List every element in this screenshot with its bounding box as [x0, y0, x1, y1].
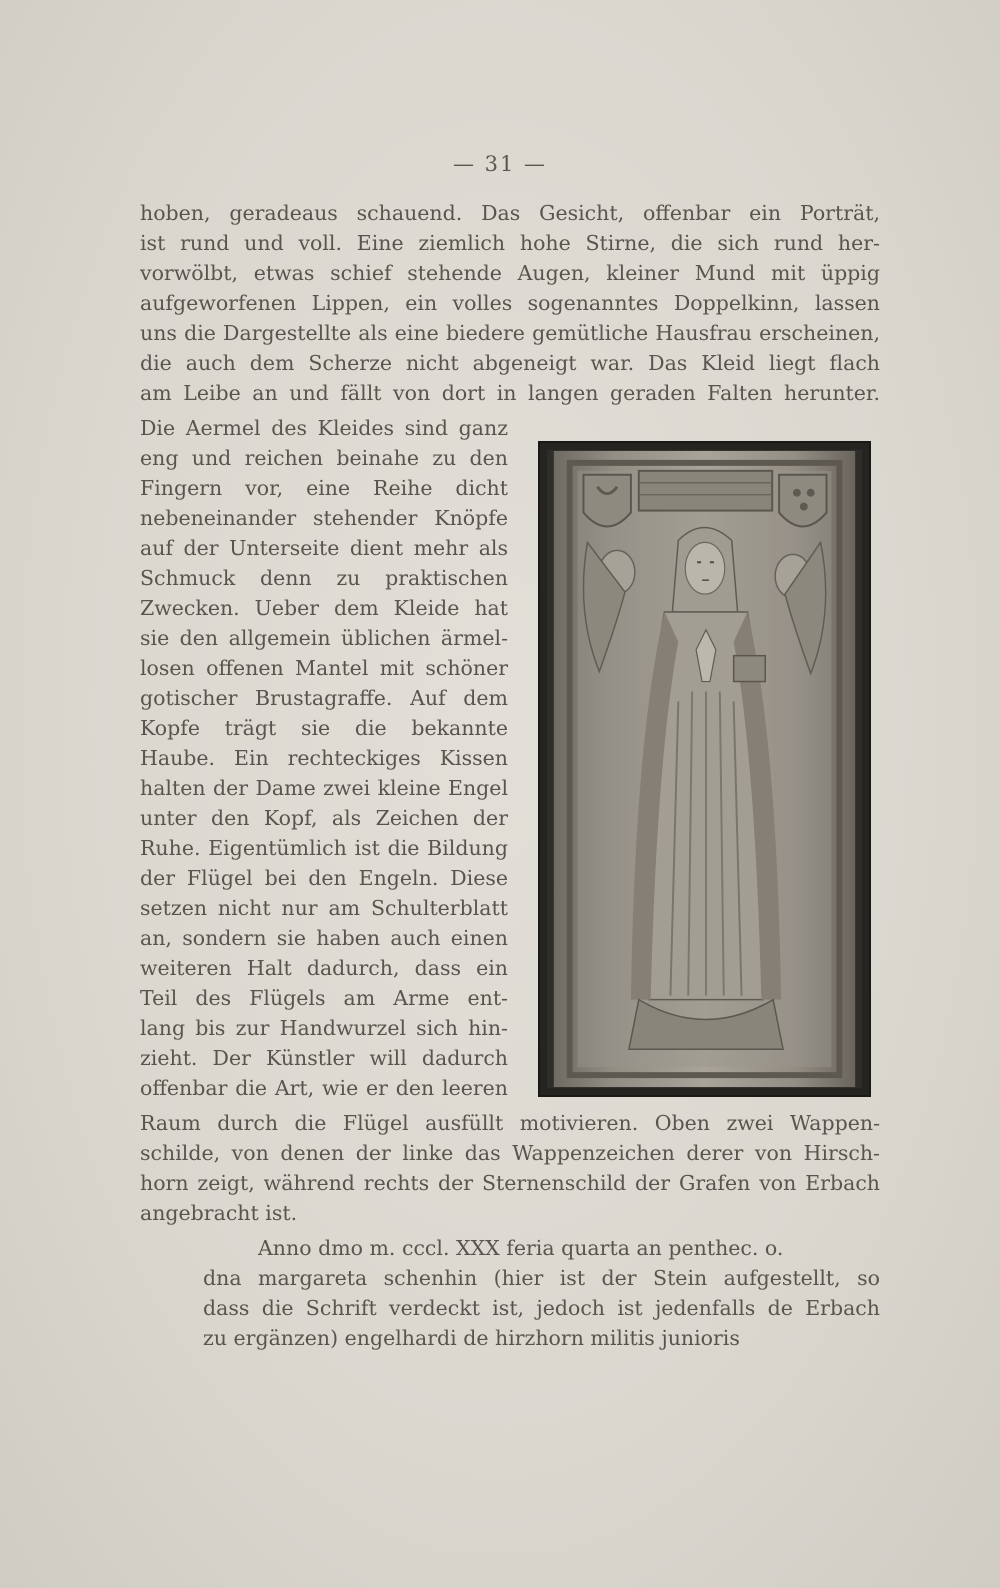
text-line: an, sondern sie haben auch einen [140, 926, 508, 950]
page-number: — 31 — [452, 152, 548, 176]
text-line: horn zeigt, während rechts der Sternenschild der Grafen von Erbach [140, 1171, 880, 1195]
text-line: sie den allgemein üblichen ärmel- [140, 626, 508, 650]
text-line: offenbar die Art, wie er den leeren [140, 1076, 508, 1100]
inscription-line: dna margareta schenhin (hier ist der Stein aufgestellt, so [203, 1266, 880, 1290]
text-line: ist rund und voll. Eine ziemlich hohe Stirne, die sich rund her- [140, 231, 880, 255]
inscription-line: Anno dmo m. cccl. XXX feria quarta an penthec. o. [258, 1236, 784, 1260]
text-line: Ruhe. Eigentümlich ist die Bildung [140, 836, 508, 860]
text-line: Fingern vor, eine Reihe dicht [140, 476, 508, 500]
text-line: Kopfe trägt sie die bekannte [140, 716, 508, 740]
text-line: gotischer Brustagraffe. Auf dem [140, 686, 508, 710]
text-line: lang bis zur Handwurzel sich hin- [140, 1016, 508, 1040]
tombstone-relief-image [540, 443, 869, 1095]
text-line: weiteren Halt dadurch, dass ein [140, 956, 508, 980]
text-line: der Flügel bei den Engeln. Diese [140, 866, 508, 890]
text-line: hoben, geradeaus schauend. Das Gesicht, offenbar ein Porträt, [140, 201, 880, 225]
text-line: unter den Kopf, als Zeichen der [140, 806, 508, 830]
text-line: aufgeworfenen Lippen, ein volles sogenanntes Doppelkinn, lassen [140, 291, 880, 315]
text-line: am Leibe an und fällt von dort in langen geraden Falten herunter. [140, 381, 880, 405]
text-line: Raum durch die Flügel ausfüllt motivieren. Oben zwei Wappen- [140, 1111, 880, 1135]
text-line: Schmuck denn zu praktischen [140, 566, 508, 590]
text-line: Die Aermel des Kleides sind ganz [140, 416, 508, 440]
text-line: eng und reichen beinahe zu den [140, 446, 508, 470]
text-line: schilde, von denen der linke das Wappenzeichen derer von Hirsch- [140, 1141, 880, 1165]
text-line: angebracht ist. [140, 1201, 298, 1225]
text-line: halten der Dame zwei kleine Engel [140, 776, 508, 800]
inscription-line: dass die Schrift verdeckt ist, jedoch ist jedenfalls de Erbach [203, 1296, 880, 1320]
inscription-line: zu ergänzen) engelhardi de hirzhorn militis junioris [203, 1326, 740, 1350]
text-line: setzen nicht nur am Schulterblatt [140, 896, 508, 920]
text-line: auf der Unterseite dient mehr als [140, 536, 508, 560]
text-line: Zwecken. Ueber dem Kleide hat [140, 596, 508, 620]
text-line: zieht. Der Künstler will dadurch [140, 1046, 508, 1070]
tombstone-photo [538, 441, 871, 1097]
text-line: losen offenen Mantel mit schöner [140, 656, 508, 680]
text-line: Teil des Flügels am Arme ent- [140, 986, 508, 1010]
text-line: die auch dem Scherze nicht abgeneigt war. Das Kleid liegt flach [140, 351, 880, 375]
text-line: Haube. Ein rechteckiges Kissen [140, 746, 508, 770]
text-line: vorwölbt, etwas schief stehende Augen, kleiner Mund mit üppig [140, 261, 880, 285]
text-line: uns die Dargestellte als eine biedere gemütliche Hausfrau erscheinen, [140, 321, 880, 345]
text-line: nebeneinander stehender Knöpfe [140, 506, 508, 530]
